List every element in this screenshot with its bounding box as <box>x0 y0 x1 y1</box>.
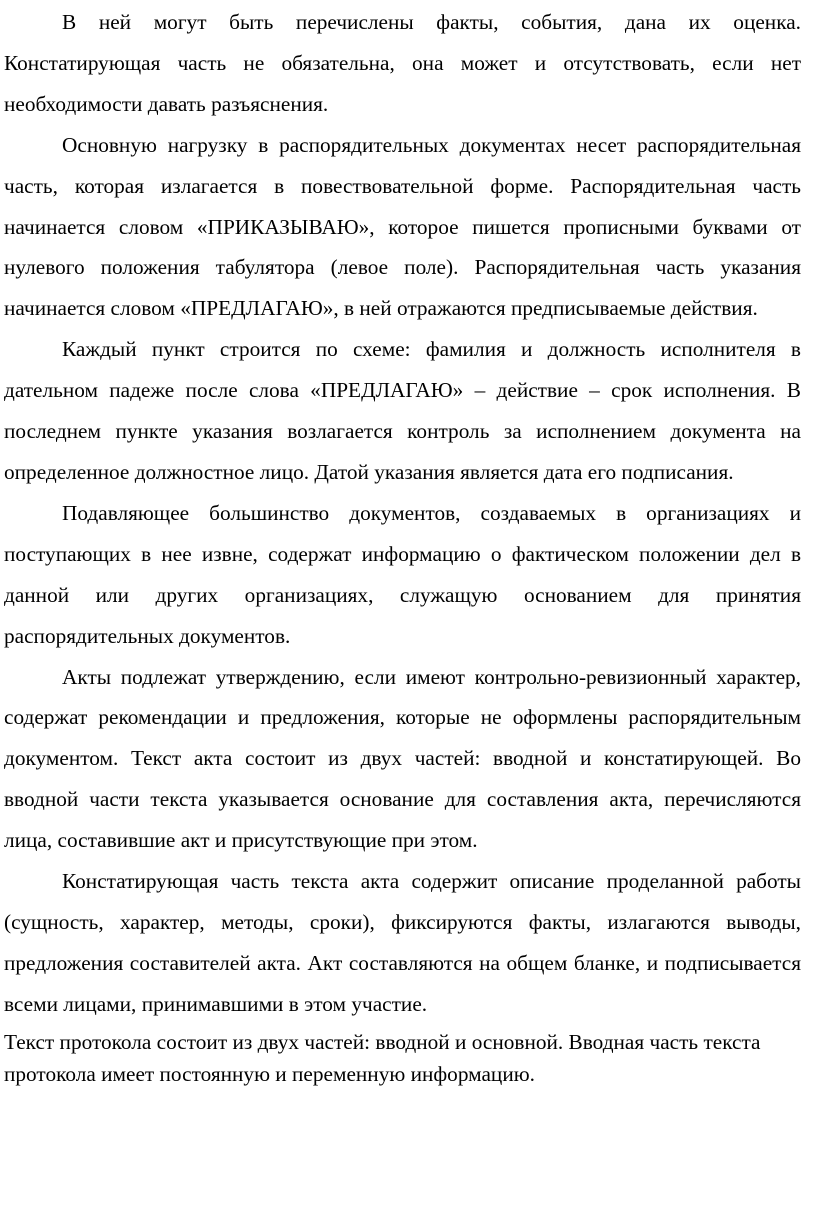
paragraph-4: Подавляющее большинство документов, создаваемых в организациях и поступающих в нее извне, содержат информацию о фактическом положении дел в данной или других организациях, служащую основанием для принятия распорядительных документов. <box>4 500 801 648</box>
paragraph-6: Констатирующая часть текста акта содержит описание проделанной работы (сущность, характер, методы, сроки), фиксируются факты, излагаются выводы, предложения составителей акта. Акт составляются на общем бланке, и подписывается всеми лицами, принимавшими в этом участие. <box>4 869 801 1016</box>
document-page <box>4 2 801 1090</box>
paragraph-5: Акты подлежат утверждению, если имеют контрольно-ревизионный характер, содержат рекомендации и предложения, которые не оформлены распорядительным документом. Текст акта состоит из двух частей: вводной и констатирующей. Во вводной части текста указывается основание для составления акта, перечисляются лица, составившие акт и присутствующие при этом. <box>4 664 801 853</box>
paragraph-3: Каждый пункт строится по схеме: фамилия и должность исполнителя в дательном падеже после слова «ПРЕДЛАГАЮ» – действие – срок исполнения. В последнем пункте указания возлагается контроль за исполнением документа на определенное должностное лицо. Датой указания является дата его подписания. <box>4 337 801 484</box>
paragraph-7: Текст протокола состоит из двух частей: вводной и основной. Вводная часть текста протокола имеет постоянную и переменную информацию. <box>4 1029 761 1086</box>
paragraph-2: Основную нагрузку в распорядительных документах несет распорядительная часть, которая излагается в повествовательной форме. Распорядительная часть начинается словом «ПРИКАЗЫВАЮ», которое пишется прописными буквами от нулевого положения табулятора (левое поле). Распорядительная часть указания начинается словом «ПРЕДЛАГАЮ», в ней отражаются предписываемые действия. <box>4 132 801 321</box>
paragraph-1: В ней могут быть перечислены факты, события, дана их оценка. Констатирующая часть не обязательна, она может и отсутствовать, если нет необходимости давать разъяснения. <box>4 10 801 116</box>
